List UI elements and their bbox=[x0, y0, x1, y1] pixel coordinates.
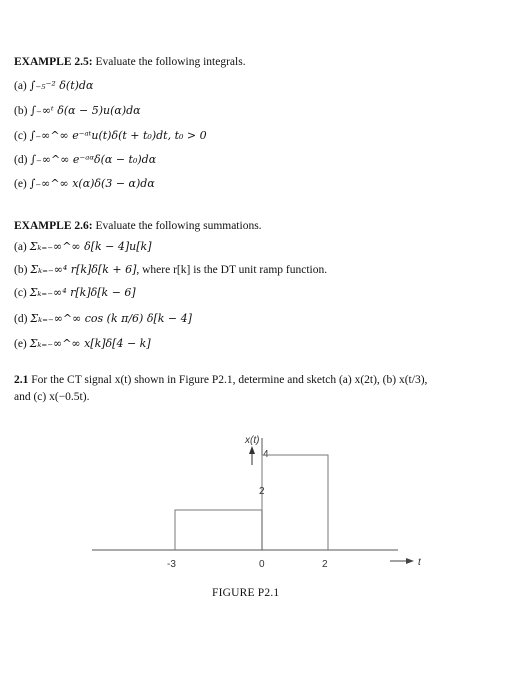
example-2-5-item-a: (a) ∫₋₅⁻² δ(t)dα bbox=[14, 79, 94, 92]
example-2-5-item-e: (e) ∫₋∞^∞ x(α)δ(3 − α)dα bbox=[14, 177, 155, 190]
example-2-6-item-a: (a) Σₖ₌₋∞^∞ δ[k − 4]u[k] bbox=[14, 240, 152, 253]
tick-label: -3 bbox=[167, 559, 176, 570]
example-2-5-item-b: (b) ∫₋∞ᵗ δ(α − 5)u(α)dα bbox=[14, 104, 141, 117]
x-axis-label: t bbox=[418, 557, 421, 568]
tick-label: 2 bbox=[322, 559, 328, 570]
example-2-5-item-c: (c) ∫₋∞^∞ e⁻ᵃᵗu(t)δ(t + t₀)dt, t₀ > 0 bbox=[14, 129, 207, 142]
tick-label: 0 bbox=[259, 559, 265, 570]
summation-expression: Σₖ₌₋∞^∞ δ[k − 4]u[k] bbox=[29, 240, 152, 253]
signal-pulse bbox=[175, 455, 328, 550]
axis-arrow-icon bbox=[406, 558, 414, 564]
impulse-arrow-icon bbox=[249, 446, 255, 454]
problem-2-1-line-1: 2.1 For the CT signal x(t) shown in Figure P2.1, determine and sketch (a) x(2t), (b) x(t/3), bbox=[14, 374, 428, 386]
y-axis-label: x(t) bbox=[245, 435, 260, 446]
figure-caption: FIGURE P2.1 bbox=[212, 587, 280, 599]
example-2-6-item-b: (b) Σₖ₌₋∞⁴ r[k]δ[k + 6], where r[k] is the DT unit ramp function. bbox=[14, 263, 328, 276]
integral-expression: ∫₋∞^∞ e⁻ᵃᵅδ(α − t₀)dα bbox=[30, 153, 157, 166]
example-2-6-item-d: (d) Σₖ₌₋∞^∞ cos (k π/6) δ[k − 4] bbox=[14, 312, 192, 325]
summation-expression: Σₖ₌₋∞⁴ r[k]δ[k + 6] bbox=[30, 263, 137, 276]
level-label: 2 bbox=[259, 486, 265, 497]
integral-expression: ∫₋₅⁻² δ(t)dα bbox=[29, 79, 94, 92]
impulse-label: 4 bbox=[263, 449, 269, 460]
example-2-6-item-c: (c) Σₖ₌₋∞⁴ r[k]δ[k − 6] bbox=[14, 286, 136, 299]
summation-expression: Σₖ₌₋∞^∞ cos (k π/6) δ[k − 4] bbox=[30, 312, 192, 325]
example-2-6-text: Evaluate the following summations. bbox=[92, 220, 262, 232]
example-2-5-text: Evaluate the following integrals. bbox=[92, 56, 246, 68]
example-2-6-label: EXAMPLE 2.6: bbox=[14, 220, 93, 232]
problem-number: 2.1 bbox=[14, 374, 29, 386]
example-2-5-label: EXAMPLE 2.5: bbox=[14, 56, 93, 68]
integral-expression: ∫₋∞^∞ e⁻ᵃᵗu(t)δ(t + t₀)dt, t₀ > 0 bbox=[29, 129, 207, 142]
example-2-5-item-d: (d) ∫₋∞^∞ e⁻ᵃᵅδ(α − t₀)dα bbox=[14, 153, 157, 166]
example-2-6-item-e: (e) Σₖ₌₋∞^∞ x[k]δ[4 − k] bbox=[14, 337, 151, 350]
integral-expression: ∫₋∞ᵗ δ(α − 5)u(α)dα bbox=[30, 104, 141, 117]
item-b-suffix: , where r[k] is the DT unit ramp function. bbox=[136, 264, 328, 276]
integral-expression: ∫₋∞^∞ x(α)δ(3 − α)dα bbox=[29, 177, 155, 190]
problem-2-1-line-2: and (c) x(−0.5t). bbox=[14, 391, 90, 403]
summation-expression: Σₖ₌₋∞⁴ r[k]δ[k − 6] bbox=[29, 286, 136, 299]
summation-expression: Σₖ₌₋∞^∞ x[k]δ[4 − k] bbox=[29, 337, 151, 350]
